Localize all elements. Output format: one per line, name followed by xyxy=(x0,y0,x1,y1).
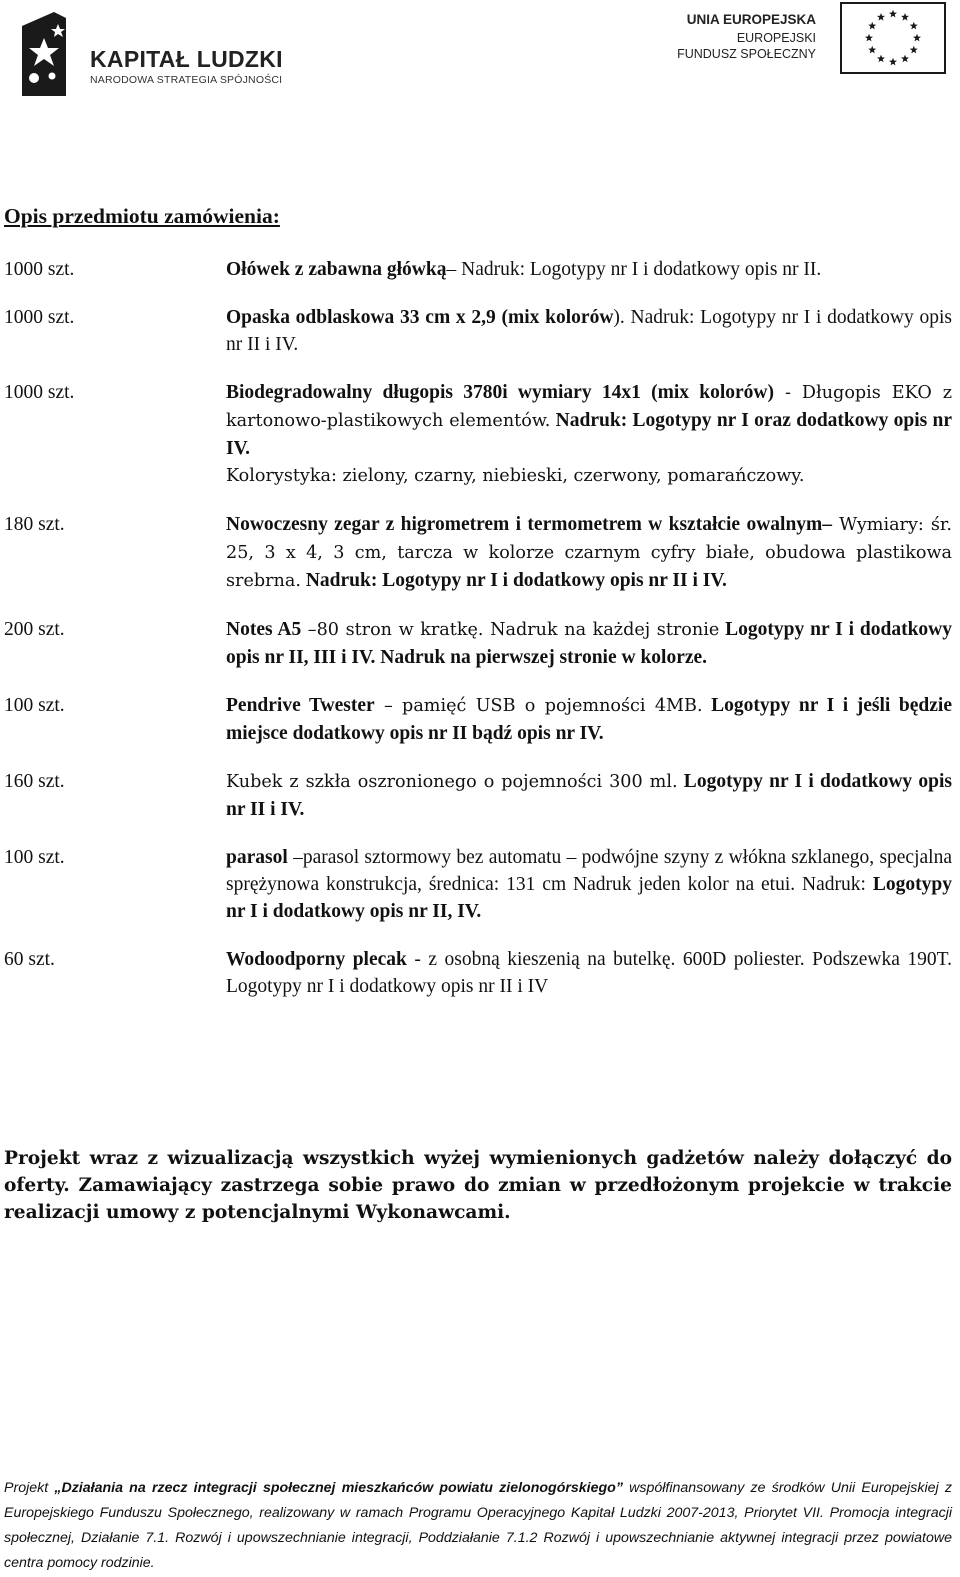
kapital-ludzki-logo xyxy=(14,12,284,96)
item-quantity: 1000 szt. xyxy=(4,259,75,280)
item-description xyxy=(226,946,952,1000)
item-text: Kubek z szkła oszronionego o pojemności 300 ml. xyxy=(226,772,678,792)
item-text-bold: Opaska odblaskowa 33 cm x 2,9 (mix kolorów xyxy=(226,307,614,328)
item-description xyxy=(226,616,952,671)
item-text-bold: parasol xyxy=(226,847,288,868)
closing-note: Projekt wraz z wizualizacją wszystkich wyżej wymienionych gadżetów należy dołączyć do oferty. Zamawiający zastrzega sobie prawo do zmian w przedłożonym projekcie w trakcie realizacji umowy z potencjalnymi Wykonawcami. xyxy=(4,1148,952,1223)
item-text: Kolorystyka: zielony, czarny, niebieski, czerwony, pomarańczowy. xyxy=(226,466,805,486)
item-text-bold: Nadruk: Logotypy nr I oraz dodatkowy opis nr IV. xyxy=(226,410,952,459)
footer-prefix: Projekt xyxy=(4,1480,55,1496)
footer-project-name: „Działania na rzecz integracji społecznej mieszkańców powiatu zielonogórskiego” xyxy=(54,1480,623,1496)
footer-text: współfinansowany ze środków Unii Europejskiej z Europejskiego Funduszu Społecznego, realizowany w ramach Programu Operacyjnego Kapitał Ludzki 2007-2013, Priorytet VII. Promocja integracji społecznej, Działanie 7.1. Rozwój i upowszechnianie integracji, Poddziałanie 7.1.2 Rozwój i upowszechnianie aktywnej integracji przez powiatowe centra pomocy rodzinie. xyxy=(4,1480,952,1571)
list-item xyxy=(4,946,952,1000)
list-item xyxy=(4,844,952,925)
list-item xyxy=(4,256,952,283)
item-quantity: 160 szt. xyxy=(4,771,65,792)
item-text-bold: Pendrive Twester xyxy=(226,695,375,716)
eu-fund-label xyxy=(677,30,816,62)
item-text: Wymiary: śr. 25, 3 x 4, 3 cm, tarcza w kolorze czarnym cyfry białe, obudowa plastikowa srebrna. xyxy=(226,515,953,591)
kapital-ludzki-emblem-icon xyxy=(14,12,74,96)
list-item xyxy=(4,616,952,671)
item-text-bold: Wodoodporny plecak xyxy=(226,949,407,970)
item-text-bold: Logotypy nr I i dodatkowy opis nr II i IV. xyxy=(226,771,953,820)
item-quantity: 180 szt. xyxy=(4,514,65,535)
item-quantity: 1000 szt. xyxy=(4,307,75,328)
item-description xyxy=(226,692,952,747)
eu-union-label: UNIA EUROPEJSKA xyxy=(686,12,816,27)
list-item xyxy=(4,768,952,823)
item-text-bold: Logotypy nr I i jeśli będzie miejsce dodatkowy opis nr II bądź opis nr IV. xyxy=(226,695,952,744)
item-text-bold: Logotypy nr I i dodatkowy opis nr II, III i IV. Nadruk na pierwszej stronie w kolorze. xyxy=(226,619,952,668)
item-description xyxy=(226,768,952,823)
item-text: – pamięć USB o pojemności 4MB. xyxy=(374,696,703,716)
page-header xyxy=(0,0,960,105)
list-item xyxy=(4,379,952,490)
item-text: ). Nadruk: Logotypy nr I i dodatkowy opis nr II i IV. xyxy=(226,307,952,355)
eu-logo xyxy=(676,0,946,78)
item-quantity: 200 szt. xyxy=(4,619,65,640)
eu-flag-icon xyxy=(840,2,946,74)
item-text: – Nadruk: Logotypy nr I i dodatkowy opis nr II. xyxy=(446,259,822,280)
eu-fund-line1: EUROPEJSKI xyxy=(736,31,816,45)
project-footer xyxy=(4,1476,952,1576)
eu-fund-line2: FUNDUSZ SPOŁECZNY xyxy=(677,47,816,61)
item-description xyxy=(226,511,952,595)
item-quantity: 1000 szt. xyxy=(4,382,75,403)
item-text-bold: Nadruk: Logotypy nr I i dodatkowy opis nr II i IV. xyxy=(300,570,727,591)
item-text-bold: Notes A5 xyxy=(226,619,302,640)
item-text-bold: Biodegradowalny długopis 3780i wymiary 14x1 (mix kolorów) xyxy=(226,382,775,403)
item-text: –parasol sztormowy bez automatu – podwójne szyny z włókna szklanego, specjalna sprężynowa konstrukcja, średnica: 131 cm Nadruk jeden kolor na etui. Nadruk: xyxy=(226,847,952,895)
list-item xyxy=(4,511,952,595)
item-text-bold: Logotypy nr I i dodatkowy opis nr II, IV. xyxy=(226,874,952,922)
item-text-bold: Nowoczesny zegar z higrometrem i termometrem w kształcie owalnym– xyxy=(226,514,833,535)
item-quantity: 100 szt. xyxy=(4,695,65,716)
kapital-ludzki-name: KAPITAŁ LUDZKI xyxy=(90,46,283,72)
list-item xyxy=(4,304,952,358)
kapital-ludzki-subtitle: NARODOWA STRATEGIA SPÓJNOŚCI xyxy=(90,74,283,86)
list-item xyxy=(4,692,952,747)
item-quantity: 100 szt. xyxy=(4,847,65,868)
item-quantity: 60 szt. xyxy=(4,949,55,970)
item-text-bold: Ołówek z zabawna główką xyxy=(226,259,447,280)
item-description xyxy=(226,844,952,925)
item-description xyxy=(226,256,952,283)
item-list xyxy=(4,256,952,1021)
item-text: –80 stron w kratkę. Nadruk na każdej stronie xyxy=(301,620,720,640)
page-title: Opis przedmiotu zamówienia: xyxy=(4,204,280,228)
item-description xyxy=(226,379,952,490)
item-text: - z osobną kieszenią na butelkę. 600D poliester. Podszewka 190T. Logotypy nr I i dodatkowy opis nr II i IV xyxy=(226,949,952,997)
item-description xyxy=(226,304,952,358)
item-text: - Długopis EKO z kartonowo-plastikowych elementów. xyxy=(226,383,952,431)
